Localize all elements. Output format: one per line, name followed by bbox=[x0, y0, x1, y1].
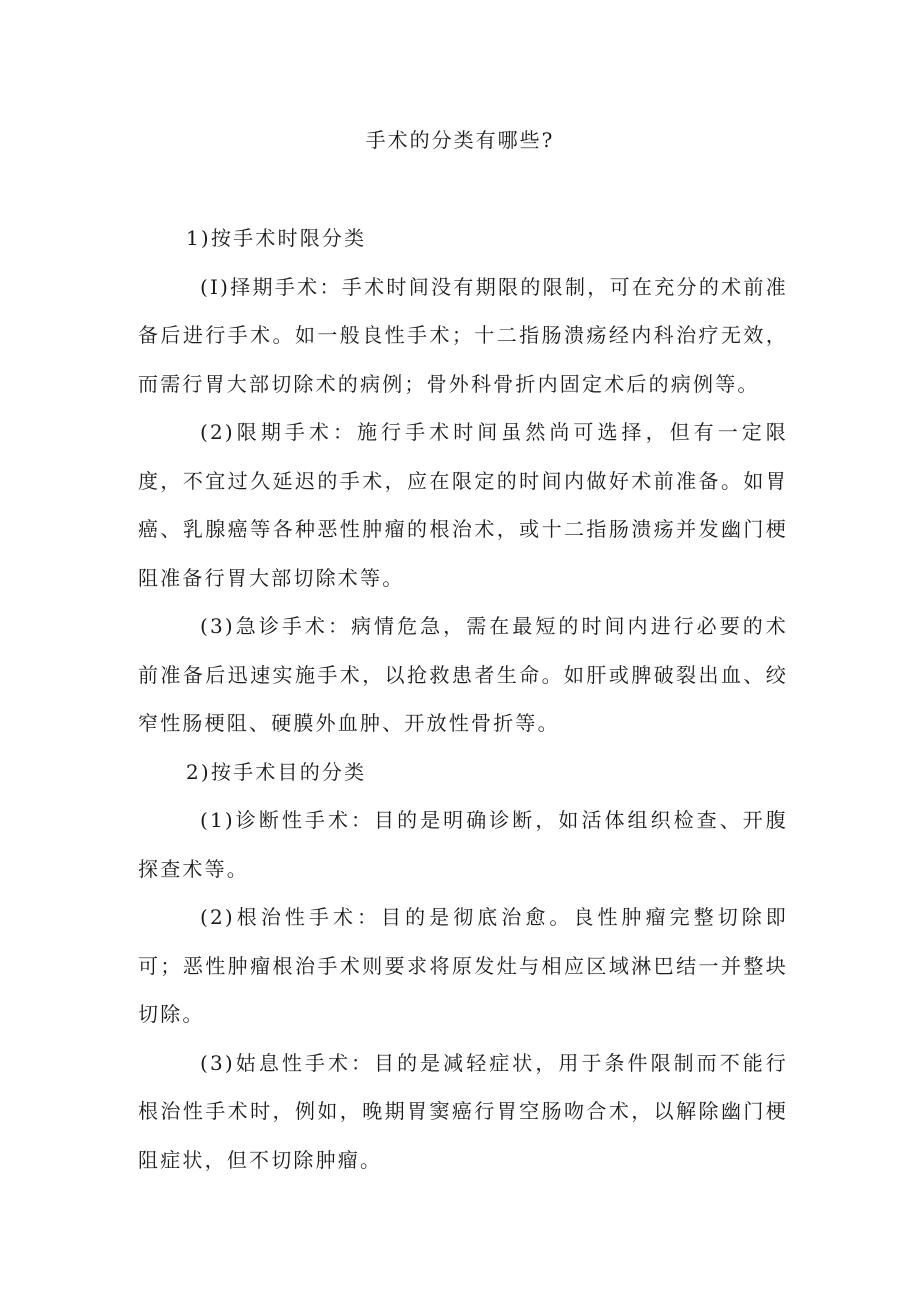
paragraph-limited-time-surgery: (2)限期手术：施行手术时间虽然尚可选择，但有一定限度，不宜过久延迟的手术，应在限定的时间内做好术前准备。如胃癌、乳腺癌等各种恶性肿瘤的根治术，或十二指肠溃疡并发幽门梗阻准备行胃大部切除术等。 bbox=[138, 420, 788, 590]
document-body bbox=[138, 214, 788, 1184]
section-heading-purpose: 2)按手术目的分类 bbox=[186, 759, 367, 784]
paragraph-elective-surgery: (I)择期手术：手术时间没有期限的限制，可在充分的术前准备后进行手术。如一般良性手术；十二指肠溃疡经内科治疗无效，而需行胃大部切除术的病例；骨外科骨折内固定术后的病例等。 bbox=[138, 274, 788, 396]
section-heading-time-limit: 1)按手术时限分类 bbox=[186, 226, 367, 250]
paragraph-palliative-surgery: (3)姑息性手术：目的是减轻症状，用于条件限制而不能行根治性手术时，例如，晚期胃窦癌行胃空肠吻合术，以解除幽门梗阻症状，但不切除肿瘤。 bbox=[138, 1050, 788, 1172]
document-title: 手术的分类有哪些? bbox=[365, 128, 555, 152]
paragraph-radical-surgery: (2)根治性手术：目的是彻底治愈。良性肿瘤完整切除即可；恶性肿瘤根治手术则要求将原发灶与相应区域淋巴结一并整块切除。 bbox=[138, 905, 788, 1026]
paragraph-emergency-surgery: (3)急诊手术：病情危急，需在最短的时间内进行必要的术前准备后迅速实施手术，以抢救患者生命。如肝或脾破裂出血、绞窄性肠梗阻、硬膜外血肿、开放性骨折等。 bbox=[138, 614, 788, 735]
paragraph-diagnostic-surgery: (1)诊断性手术：目的是明确诊断，如活体组织检查、开腹探查术等。 bbox=[138, 808, 788, 881]
